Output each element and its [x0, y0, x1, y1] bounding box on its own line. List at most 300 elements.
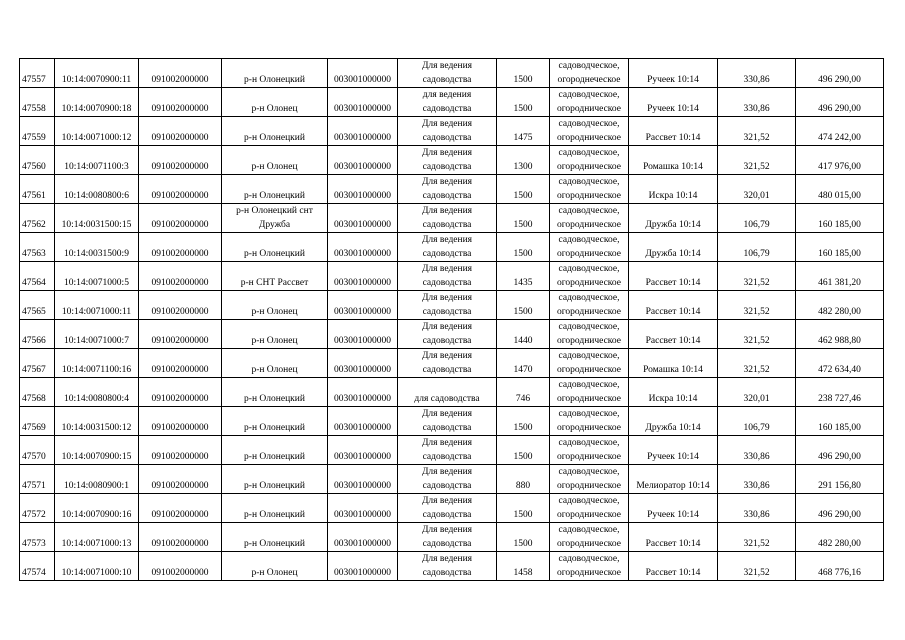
cell-purpose: [398, 465, 497, 494]
cell-purpose: [398, 262, 497, 291]
cell-cadastral-value: 496 290,00: [796, 494, 884, 523]
cell-location-line: р-н Олонец: [251, 161, 298, 172]
cell-code: 091002000000: [139, 204, 222, 233]
cell-cadastral-value: 462 988,80: [796, 320, 884, 349]
cell-number: 47563: [20, 233, 55, 262]
cell-category-line: садоводческое,: [558, 554, 620, 564]
cell-purpose-line: Для ведения: [421, 322, 473, 332]
cell-location: [222, 262, 328, 291]
cell-location-line: р-н Олонецкий: [244, 480, 305, 491]
cell-kladr-code: 003001000000: [328, 523, 398, 552]
cell-purpose: [398, 320, 497, 349]
cell-number: 47564: [20, 262, 55, 291]
cell-category-line: огородническое: [556, 277, 622, 288]
cell-category: [550, 407, 629, 436]
cell-purpose: [398, 175, 497, 204]
cell-kladr-code: 003001000000: [328, 378, 398, 407]
table-row: [20, 291, 884, 320]
cell-cadastral-number: 10:14:0031500:12: [55, 407, 139, 436]
cell-cadastral-number: 10:14:0071000:7: [55, 320, 139, 349]
cell-cadastral-number: 10:14:0071000:11: [55, 291, 139, 320]
cell-cadastral-value: 472 634,40: [796, 349, 884, 378]
cell-code: 091002000000: [139, 117, 222, 146]
cell-category-line: огородническое: [556, 248, 622, 259]
cell-category-line: садоводческое,: [558, 322, 620, 332]
cell-category-line: садоводческое,: [558, 351, 620, 361]
cell-rate: 330,86: [718, 465, 796, 494]
cell-cadastral-value: 496 290,00: [796, 436, 884, 465]
cell-category: [550, 494, 629, 523]
cell-cadastral-value: 291 156,80: [796, 465, 884, 494]
cell-code: 091002000000: [139, 523, 222, 552]
cell-category: [550, 436, 629, 465]
cell-category: [550, 378, 629, 407]
cell-code: 091002000000: [139, 494, 222, 523]
table-row: [20, 465, 884, 494]
cell-cadastral-value: 160 185,00: [796, 204, 884, 233]
cell-area: 1500: [497, 88, 550, 117]
cell-rate: 106,79: [718, 204, 796, 233]
cell-kladr-code: 003001000000: [328, 59, 398, 88]
cell-category: [550, 523, 629, 552]
cell-purpose: [398, 494, 497, 523]
cell-rate: 106,79: [718, 233, 796, 262]
cell-purpose-line: садоводства: [422, 509, 472, 520]
cell-cadastral-number: 10:14:0071000:12: [55, 117, 139, 146]
cell-purpose-line: Для ведения: [421, 235, 473, 245]
cell-purpose-line: садоводства: [422, 538, 472, 549]
cell-category: [550, 59, 629, 88]
cell-cadastral-value: 238 727,46: [796, 378, 884, 407]
cell-cadastral-value: 160 185,00: [796, 233, 884, 262]
cell-purpose-line: для садоводства: [414, 393, 480, 404]
cell-cadastral-value: 468 776,16: [796, 552, 884, 581]
cell-location-line: р-н Олонецкий: [244, 248, 305, 259]
cell-cadastral-number: 10:14:0071000:13: [55, 523, 139, 552]
cell-purpose: [398, 407, 497, 436]
cell-kladr-code: 003001000000: [328, 262, 398, 291]
table-row: [20, 117, 884, 146]
cell-zone: Мелиоратор 10:14: [629, 465, 718, 494]
cell-area: 1500: [497, 204, 550, 233]
cell-location-line: р-н Олонецкий: [244, 132, 305, 143]
table-row: [20, 494, 884, 523]
cell-purpose-line: Для ведения: [421, 206, 473, 216]
cell-category-line: садоводческое,: [558, 409, 620, 419]
cell-category-line: садоводческое,: [558, 119, 620, 129]
cell-purpose-line: Для ведения: [421, 293, 473, 303]
cell-location: [222, 117, 328, 146]
cell-category-line: огородническое: [556, 364, 622, 375]
cell-code: 091002000000: [139, 407, 222, 436]
cell-cadastral-value: 482 280,00: [796, 291, 884, 320]
cell-area: 1470: [497, 349, 550, 378]
cell-area: 1440: [497, 320, 550, 349]
cell-category-line: огородническое: [556, 335, 622, 346]
cell-category-line: огородническое: [556, 103, 622, 114]
table-row: [20, 59, 884, 88]
cell-zone: Рассвет 10:14: [629, 320, 718, 349]
cell-location-line: р-н Олонец: [251, 306, 298, 317]
cell-category-line: садоводческое,: [558, 525, 620, 535]
cell-purpose: [398, 233, 497, 262]
cell-purpose-line: Для ведения: [421, 438, 473, 448]
cell-code: 091002000000: [139, 59, 222, 88]
table-row: [20, 552, 884, 581]
table-body: [20, 59, 884, 581]
cell-rate: 321,52: [718, 146, 796, 175]
cell-rate: 321,52: [718, 320, 796, 349]
cell-purpose: [398, 523, 497, 552]
cell-rate: 320,01: [718, 378, 796, 407]
cell-purpose: [398, 552, 497, 581]
cell-location-line: р-н Олонецкий: [244, 393, 305, 404]
cell-rate: 330,86: [718, 88, 796, 117]
cell-location-line: р-н СНТ Рассвет: [240, 277, 309, 288]
cell-rate: 321,52: [718, 552, 796, 581]
cell-category-line: садоводческое,: [558, 467, 620, 477]
cell-zone: Ручеек 10:14: [629, 436, 718, 465]
cell-number: 47560: [20, 146, 55, 175]
cell-location: [222, 552, 328, 581]
cell-location: [222, 146, 328, 175]
cell-location: [222, 378, 328, 407]
cell-category: [550, 320, 629, 349]
cell-category-line: огородническое: [556, 161, 622, 172]
cell-purpose-line: Для ведения: [421, 351, 473, 361]
cell-number: 47573: [20, 523, 55, 552]
cell-purpose: [398, 146, 497, 175]
cell-zone: Дружба 10:14: [629, 407, 718, 436]
table-row: [20, 204, 884, 233]
cell-location-line: р-н Олонец: [251, 335, 298, 346]
cell-purpose-line: садоводства: [422, 161, 472, 172]
cell-category-line: огородническое: [556, 190, 622, 201]
cell-number: 47568: [20, 378, 55, 407]
cell-kladr-code: 003001000000: [328, 291, 398, 320]
cell-category: [550, 117, 629, 146]
cell-location-line: Дружба: [258, 219, 291, 230]
cell-category-line: садоводческое,: [558, 235, 620, 245]
cell-category-line: садоводческое,: [558, 293, 620, 303]
cell-purpose-line: садоводства: [422, 335, 472, 346]
cell-purpose: [398, 59, 497, 88]
cell-purpose-line: Для ведения: [421, 264, 473, 274]
cell-location-line: р-н Олонецкий: [244, 451, 305, 462]
cell-category-line: огородническое: [556, 567, 622, 578]
cell-purpose: [398, 117, 497, 146]
cell-number: 47567: [20, 349, 55, 378]
cell-cadastral-number: 10:14:0070900:16: [55, 494, 139, 523]
cell-cadastral-value: 417 976,00: [796, 146, 884, 175]
cell-category-line: огородническое: [556, 219, 622, 230]
cell-location: [222, 291, 328, 320]
cell-cadastral-value: 496 290,00: [796, 88, 884, 117]
cell-number: 47572: [20, 494, 55, 523]
cell-cadastral-number: 10:14:0071000:5: [55, 262, 139, 291]
cell-cadastral-number: 10:14:0071100:3: [55, 146, 139, 175]
cell-zone: Рассвет 10:14: [629, 262, 718, 291]
cell-location: [222, 523, 328, 552]
cell-area: 746: [497, 378, 550, 407]
cell-purpose-line: садоводства: [422, 277, 472, 288]
cell-purpose: [398, 204, 497, 233]
land-registry-table: [19, 58, 884, 581]
cell-category: [550, 465, 629, 494]
cell-zone: Рассвет 10:14: [629, 117, 718, 146]
cell-category-line: садоводческое,: [558, 177, 620, 187]
cell-zone: Рассвет 10:14: [629, 552, 718, 581]
cell-area: 880: [497, 465, 550, 494]
cell-area: 1435: [497, 262, 550, 291]
table-row: [20, 436, 884, 465]
cell-location: [222, 407, 328, 436]
table-row: [20, 146, 884, 175]
cell-code: 091002000000: [139, 378, 222, 407]
cell-purpose-line: Для ведения: [421, 525, 473, 535]
cell-cadastral-number: 10:14:0031500:15: [55, 204, 139, 233]
cell-purpose-line: Для ведения: [421, 177, 473, 187]
cell-zone: Рассвет 10:14: [629, 291, 718, 320]
table-row: [20, 378, 884, 407]
cell-code: 091002000000: [139, 349, 222, 378]
cell-number: 47566: [20, 320, 55, 349]
cell-location-line: р-н Олонецкий: [244, 74, 305, 85]
cell-category-line: садоводческое,: [558, 61, 620, 71]
cell-code: 091002000000: [139, 233, 222, 262]
cell-location-line: р-н Олонец: [251, 364, 298, 375]
table-row: [20, 233, 884, 262]
cell-rate: 321,52: [718, 349, 796, 378]
cell-area: 1500: [497, 175, 550, 204]
cell-purpose-line: Для ведения: [421, 467, 473, 477]
cell-area: 1500: [497, 233, 550, 262]
cell-number: 47571: [20, 465, 55, 494]
cell-location: [222, 88, 328, 117]
cell-purpose: [398, 349, 497, 378]
cell-location: [222, 494, 328, 523]
cell-number: 47557: [20, 59, 55, 88]
cell-cadastral-value: 482 280,00: [796, 523, 884, 552]
cell-code: 091002000000: [139, 291, 222, 320]
cell-category-line: огородническое: [556, 393, 622, 404]
cell-cadastral-number: 10:14:0080800:4: [55, 378, 139, 407]
cell-cadastral-number: 10:14:0070900:18: [55, 88, 139, 117]
cell-category: [550, 146, 629, 175]
cell-area: 1500: [497, 523, 550, 552]
cell-kladr-code: 003001000000: [328, 175, 398, 204]
cell-rate: 330,86: [718, 436, 796, 465]
cell-area: 1300: [497, 146, 550, 175]
cell-number: 47558: [20, 88, 55, 117]
cell-zone: Ручеек 10:14: [629, 59, 718, 88]
cell-cadastral-number: 10:14:0031500:9: [55, 233, 139, 262]
cell-cadastral-number: 10:14:0080900:1: [55, 465, 139, 494]
cell-location-line: р-н Олонецкий: [244, 509, 305, 520]
cell-kladr-code: 003001000000: [328, 146, 398, 175]
cell-location-line: р-н Олонецкий: [244, 422, 305, 433]
cell-cadastral-value: 496 290,00: [796, 59, 884, 88]
cell-cadastral-value: 474 242,00: [796, 117, 884, 146]
cell-zone: Ромашка 10:14: [629, 146, 718, 175]
cell-cadastral-value: 160 185,00: [796, 407, 884, 436]
cell-code: 091002000000: [139, 465, 222, 494]
cell-zone: Искра 10:14: [629, 175, 718, 204]
cell-kladr-code: 003001000000: [328, 407, 398, 436]
cell-code: 091002000000: [139, 552, 222, 581]
cell-purpose-line: Для ведения: [421, 148, 473, 158]
cell-zone: Дружба 10:14: [629, 233, 718, 262]
cell-cadastral-number: 10:14:0070900:11: [55, 59, 139, 88]
cell-category-line: садоводческое,: [558, 148, 620, 158]
cell-location-line: р-н Олонецкий: [244, 190, 305, 201]
cell-rate: 330,86: [718, 494, 796, 523]
cell-location-line: р-н Олонецкий: [244, 538, 305, 549]
cell-zone: Ручеек 10:14: [629, 494, 718, 523]
table-row: [20, 88, 884, 117]
cell-code: 091002000000: [139, 175, 222, 204]
cell-number: 47562: [20, 204, 55, 233]
cell-kladr-code: 003001000000: [328, 436, 398, 465]
cell-code: 091002000000: [139, 436, 222, 465]
cell-rate: 321,52: [718, 262, 796, 291]
table-row: [20, 523, 884, 552]
cell-zone: Ручеек 10:14: [629, 88, 718, 117]
cell-category: [550, 291, 629, 320]
cell-code: 091002000000: [139, 88, 222, 117]
cell-purpose-line: Для ведения: [421, 409, 473, 419]
cell-code: 091002000000: [139, 146, 222, 175]
cell-kladr-code: 003001000000: [328, 494, 398, 523]
cell-zone: Рассвет 10:14: [629, 523, 718, 552]
cell-category: [550, 88, 629, 117]
table-row: [20, 175, 884, 204]
cell-purpose: [398, 291, 497, 320]
cell-purpose-line: садоводства: [422, 567, 472, 578]
cell-number: 47565: [20, 291, 55, 320]
cell-area: 1500: [497, 291, 550, 320]
cell-location: [222, 233, 328, 262]
cell-purpose-line: садоводства: [422, 480, 472, 491]
cell-cadastral-number: 10:14:0070900:15: [55, 436, 139, 465]
cell-purpose-line: садоводства: [422, 306, 472, 317]
cell-kladr-code: 003001000000: [328, 465, 398, 494]
cell-purpose-line: Для ведения: [421, 554, 473, 564]
cell-rate: 321,52: [718, 117, 796, 146]
cell-purpose-line: садоводства: [422, 364, 472, 375]
cell-kladr-code: 003001000000: [328, 204, 398, 233]
cell-kladr-code: 003001000000: [328, 349, 398, 378]
cell-location-line: р-н Олонец: [251, 103, 298, 114]
cell-purpose-line: Для ведения: [421, 119, 473, 129]
cell-purpose-line: садоводства: [422, 219, 472, 230]
cell-purpose-line: Для ведения: [421, 61, 473, 71]
cell-category: [550, 552, 629, 581]
cell-category-line: огороднеческое: [557, 74, 621, 85]
cell-category-line: огородническое: [556, 451, 622, 462]
cell-purpose-line: садоводства: [422, 248, 472, 259]
cell-category-line: огородническое: [556, 132, 622, 143]
cell-zone: Дружба 10:14: [629, 204, 718, 233]
cell-code: 091002000000: [139, 262, 222, 291]
cell-cadastral-value: 461 381,20: [796, 262, 884, 291]
cell-rate: 106,79: [718, 407, 796, 436]
cell-rate: 320,01: [718, 175, 796, 204]
cell-category-line: садоводческое,: [558, 264, 620, 274]
cell-category-line: огородническое: [556, 306, 622, 317]
cell-rate: 321,52: [718, 523, 796, 552]
cell-purpose: [398, 88, 497, 117]
cell-zone: Ромашка 10:14: [629, 349, 718, 378]
cell-kladr-code: 003001000000: [328, 233, 398, 262]
cell-area: 1500: [497, 59, 550, 88]
cell-code: 091002000000: [139, 320, 222, 349]
cell-cadastral-value: 480 015,00: [796, 175, 884, 204]
cell-purpose-line: для ведения: [422, 90, 472, 100]
cell-location: [222, 349, 328, 378]
cell-rate: 330,86: [718, 59, 796, 88]
cell-purpose-line: садоводства: [422, 422, 472, 433]
cell-kladr-code: 003001000000: [328, 552, 398, 581]
cell-category-line: огородническое: [556, 480, 622, 491]
cell-category-line: огородническое: [556, 509, 622, 520]
cell-cadastral-number: 10:14:0071000:10: [55, 552, 139, 581]
cell-cadastral-number: 10:14:0080800:6: [55, 175, 139, 204]
cell-kladr-code: 003001000000: [328, 117, 398, 146]
cell-purpose: [398, 378, 497, 407]
cell-number: 47574: [20, 552, 55, 581]
cell-location: [222, 175, 328, 204]
cell-category-line: садоводческое,: [558, 438, 620, 448]
cell-purpose-line: Для ведения: [421, 496, 473, 506]
cell-category: [550, 204, 629, 233]
cell-purpose-line: садоводства: [422, 451, 472, 462]
cell-number: 47569: [20, 407, 55, 436]
cell-purpose-line: садоводства: [422, 74, 472, 85]
cell-purpose-line: садоводства: [422, 132, 472, 143]
cell-location: [222, 320, 328, 349]
cell-area: 1500: [497, 407, 550, 436]
cell-number: 47570: [20, 436, 55, 465]
cell-number: 47559: [20, 117, 55, 146]
cell-kladr-code: 003001000000: [328, 320, 398, 349]
cell-category-line: садоводческое,: [558, 206, 620, 216]
cell-category-line: огородническое: [556, 538, 622, 549]
cell-kladr-code: 003001000000: [328, 88, 398, 117]
cell-location: [222, 204, 328, 233]
cell-location: [222, 59, 328, 88]
cell-category-line: огородническое: [556, 422, 622, 433]
cell-location-line: р-н Олонец: [251, 567, 298, 578]
cell-area: 1500: [497, 436, 550, 465]
cell-purpose-line: садоводства: [422, 103, 472, 114]
cell-category-line: садоводческое,: [558, 496, 620, 506]
cell-category-line: садоводческое,: [558, 90, 620, 100]
cell-category: [550, 349, 629, 378]
table-row: [20, 407, 884, 436]
cell-area: 1500: [497, 494, 550, 523]
cell-rate: 321,52: [718, 291, 796, 320]
cell-area: 1458: [497, 552, 550, 581]
cell-purpose: [398, 436, 497, 465]
cell-location: [222, 436, 328, 465]
cell-location-line: р-н Олонецкий снт: [236, 206, 313, 216]
cell-category: [550, 262, 629, 291]
table-row: [20, 262, 884, 291]
cell-category: [550, 175, 629, 204]
cell-purpose-line: садоводства: [422, 190, 472, 201]
cell-cadastral-number: 10:14:0071100:16: [55, 349, 139, 378]
